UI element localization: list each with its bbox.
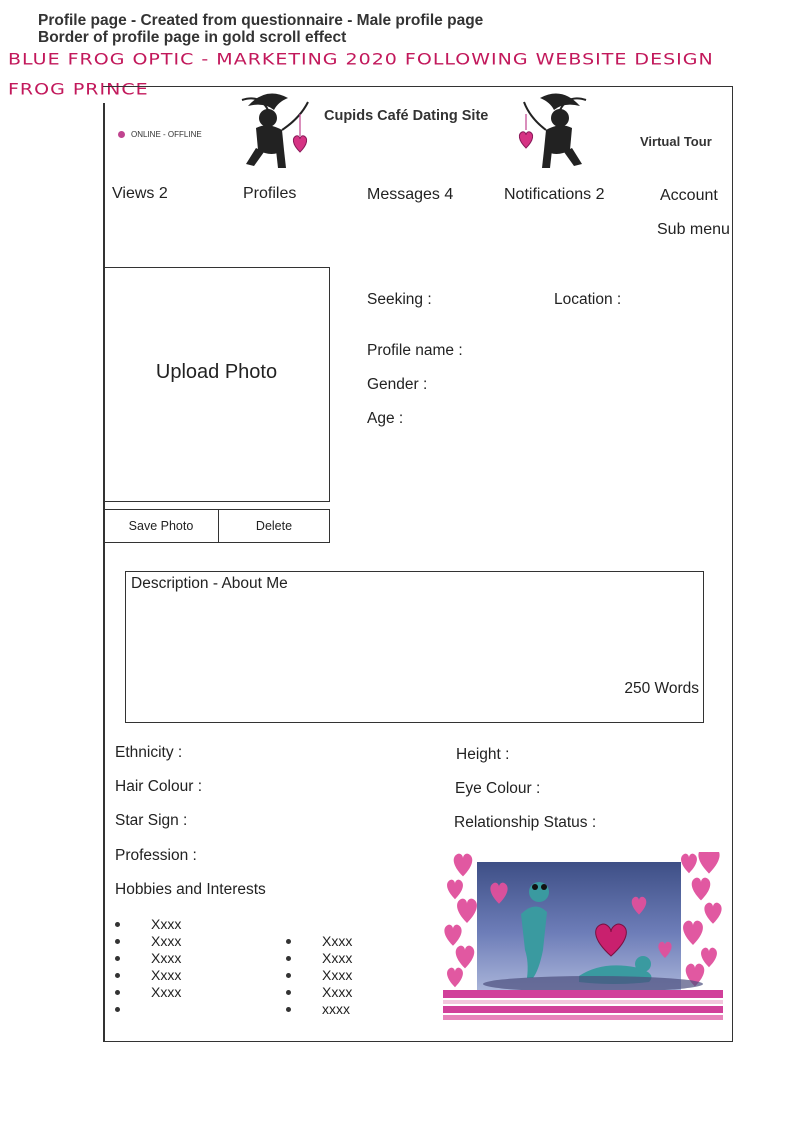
relationship-status-field[interactable]: Relationship Status :	[454, 814, 597, 831]
bullet-icon	[286, 956, 291, 961]
annotation-line-2: Border of profile page in gold scroll effect	[38, 29, 347, 46]
profession-field[interactable]: Profession :	[115, 847, 197, 864]
annotation-line-1: Profile page - Created from questionnaire - Male profile page	[38, 12, 484, 29]
site-title: Cupids Café Dating Site	[324, 108, 489, 124]
bullet-icon	[115, 922, 120, 927]
cupid-left-icon	[238, 88, 316, 170]
word-limit: 250 Words	[624, 680, 699, 697]
list-item: Xxxx	[286, 950, 406, 967]
nav-notifications[interactable]: Notifications 2	[504, 186, 605, 203]
bullet-icon	[286, 1007, 291, 1012]
list-item: xxxx	[286, 1001, 406, 1018]
virtual-tour-link[interactable]: Virtual Tour	[640, 134, 712, 149]
list-item: Xxxx	[286, 933, 406, 950]
nav-profiles[interactable]: Profiles	[243, 185, 297, 202]
ethnicity-field[interactable]: Ethnicity :	[115, 744, 183, 761]
profile-page-frame-left	[103, 103, 105, 1042]
age-field[interactable]: Age :	[367, 410, 404, 427]
hair-colour-field[interactable]: Hair Colour :	[115, 778, 202, 795]
list-item: Xxxx	[115, 916, 235, 933]
star-sign-field[interactable]: Star Sign :	[115, 812, 188, 829]
bullet-icon	[115, 956, 120, 961]
hobbies-list-2	[286, 933, 406, 1018]
hobbies-heading: Hobbies and Interests	[115, 881, 266, 898]
nav-account[interactable]: Account	[660, 187, 718, 204]
gender-field[interactable]: Gender :	[367, 376, 428, 393]
upload-photo-box[interactable]	[103, 267, 330, 502]
profile-name-field[interactable]: Profile name :	[367, 342, 463, 359]
frog-prince-image	[443, 852, 723, 1024]
bullet-icon	[286, 939, 291, 944]
list-item: Xxxx	[286, 984, 406, 1001]
online-status[interactable]	[118, 130, 202, 139]
nav-messages[interactable]: Messages 4	[367, 186, 454, 203]
height-field[interactable]: Height :	[456, 746, 510, 763]
list-item: Xxxx	[115, 967, 235, 984]
list-item: Xxxx	[115, 984, 235, 1001]
bullet-icon	[115, 939, 120, 944]
status-dot-icon	[118, 131, 125, 138]
list-item: Xxxx	[115, 950, 235, 967]
bullet-icon	[286, 990, 291, 995]
nav-submenu[interactable]: Sub menu	[657, 221, 730, 238]
bullet-icon	[115, 990, 120, 995]
save-photo-button[interactable]: Save Photo	[103, 509, 219, 543]
eye-colour-field[interactable]: Eye Colour :	[455, 780, 541, 797]
location-field[interactable]: Location :	[554, 291, 622, 308]
cupid-right-icon	[518, 88, 590, 170]
handwritten-note-1: BLUE FROG OPTIC - MARKETING 2020 FOLLOWING WEBSITE DESIGN	[8, 50, 714, 69]
list-item: Xxxx	[115, 933, 235, 950]
list-item: Xxxx	[286, 967, 406, 984]
bullet-icon	[286, 973, 291, 978]
annotation-header	[38, 12, 483, 46]
seeking-field[interactable]: Seeking :	[367, 291, 432, 308]
description-title: Description - About Me	[131, 575, 288, 592]
nav-views[interactable]: Views 2	[112, 185, 168, 202]
description-box[interactable]	[125, 571, 704, 723]
upload-photo-label: Upload Photo	[155, 361, 278, 383]
hobbies-list-1	[115, 916, 235, 1018]
bullet-icon	[115, 973, 120, 978]
handwritten-note-2: FROG PRINCE	[8, 80, 149, 99]
list-item	[115, 1001, 235, 1018]
delete-photo-button[interactable]: Delete	[218, 509, 330, 543]
bullet-icon	[115, 1007, 120, 1012]
status-label: ONLINE - OFFLINE	[131, 130, 202, 139]
